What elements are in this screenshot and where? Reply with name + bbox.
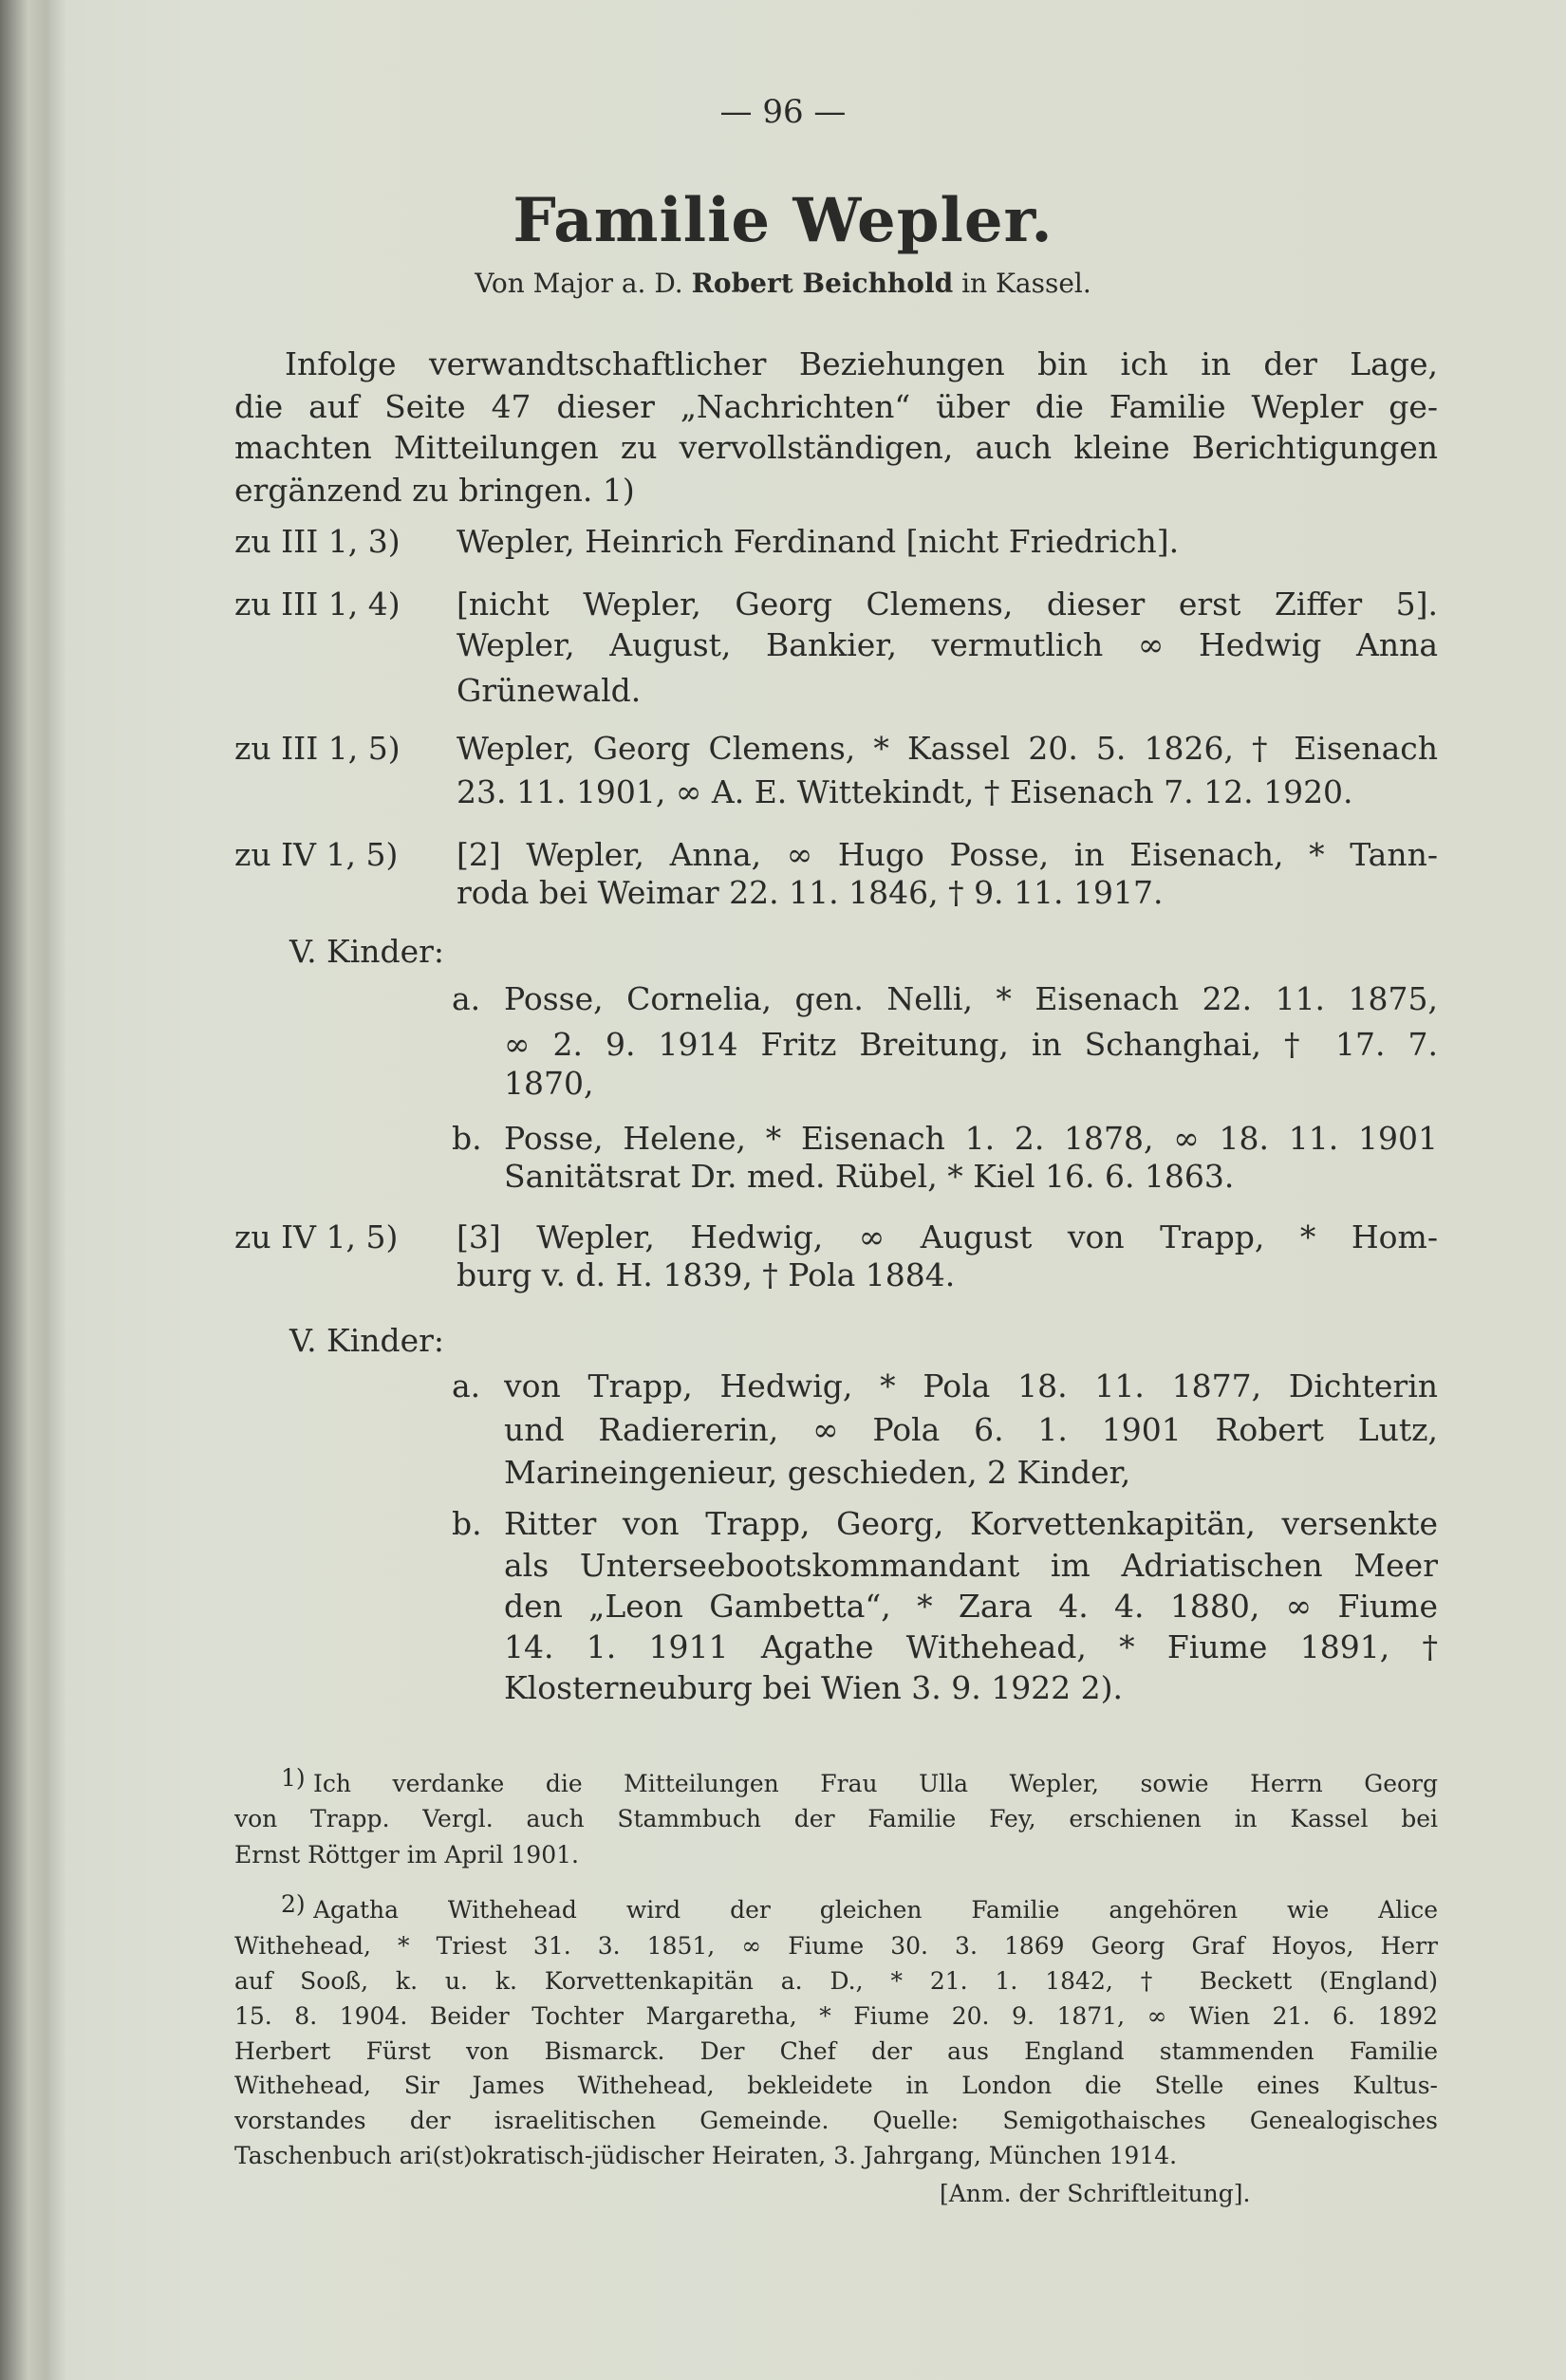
page-number: — 96 — xyxy=(719,93,847,131)
intro-line: machten Mitteilungen zu vervollständigen, auch kleine Berichtigungen xyxy=(234,429,1438,466)
entry-reference: zu IV 1, 5) xyxy=(234,1218,399,1255)
editor-note: [Anm. der Schriftleitung]. xyxy=(940,2180,1251,2207)
footnote-line: Ernst Röttger im April 1901. xyxy=(234,1841,579,1869)
child-marker: b. xyxy=(452,1120,482,1157)
child-entry-line: den „Leon Gambetta“, * Zara 4. 4. 1880, ∞ Fiume xyxy=(504,1588,1438,1625)
entry-line: burg v. d. H. 1839, † Pola 1884. xyxy=(457,1256,956,1293)
footnote-line: 15. 8. 1904. Beider Tochter Margaretha, * Fiume 20. 9. 1871, ∞ Wien 21. 6. 1892 xyxy=(234,2002,1438,2030)
byline-prefix: Von Major a. D. xyxy=(475,268,683,299)
child-entry-line: Posse, Helene, * Eisenach 1. 2. 1878, ∞ 18. 11. 1901 xyxy=(504,1120,1438,1157)
article-title: Familie Wepler. xyxy=(513,185,1053,256)
entry-line: Wepler, Heinrich Ferdinand [nicht Friedrich]. xyxy=(457,523,1180,560)
child-marker: b. xyxy=(452,1505,482,1542)
entry-line: [3] Wepler, Hedwig, ∞ August von Trapp, * Hom- xyxy=(457,1218,1438,1255)
footnote-marker: 2) xyxy=(281,1890,306,1918)
child-entry-line: ∞ 2. 9. 1914 Fritz Breitung, in Schanghai, † 17. 7. xyxy=(504,1026,1438,1063)
child-entry-line: Klosterneuburg bei Wien 3. 9. 1922 2). xyxy=(504,1669,1124,1706)
child-entry-line: als Unterseebootskommandant im Adriatischen Meer xyxy=(504,1547,1438,1584)
footnote-line: von Trapp. Vergl. auch Stammbuch der Familie Fey, erschienen in Kassel bei xyxy=(234,1805,1438,1832)
entry-line: Grünewald. xyxy=(457,672,642,709)
entry-reference: zu III 1, 4) xyxy=(234,586,401,623)
child-entry-line: 14. 1. 1911 Agathe Withehead, * Fiume 1891, † xyxy=(504,1628,1438,1665)
footnote-line: Agatha Withehead wird der gleichen Familie angehören wie Alice xyxy=(313,1896,1438,1924)
entry-line: [nicht Wepler, Georg Clemens, dieser erst Ziffer 5]. xyxy=(457,586,1438,623)
child-entry-line: 1870, xyxy=(504,1065,594,1102)
byline-suffix: in Kassel. xyxy=(961,268,1091,299)
footnote-line: Withehead, Sir James Withehead, bekleidete in London die Stelle eines Kultus- xyxy=(234,2072,1438,2099)
child-entry-line: und Radiererin, ∞ Pola 6. 1. 1901 Robert Lutz, xyxy=(504,1411,1438,1448)
entry-line: [2] Wepler, Anna, ∞ Hugo Posse, in Eisenach, * Tann- xyxy=(457,836,1438,873)
child-marker: a. xyxy=(452,980,481,1017)
child-entry-line: Marineingenieur, geschieden, 2 Kinder, xyxy=(504,1454,1131,1491)
child-entry-line: Sanitätsrat Dr. med. Rübel, * Kiel 16. 6. 1863. xyxy=(504,1158,1235,1195)
child-entry-line: Ritter von Trapp, Georg, Korvettenkapitän, versenkte xyxy=(504,1505,1438,1542)
child-entry-line: Posse, Cornelia, gen. Nelli, * Eisenach 22. 11. 1875, xyxy=(504,980,1438,1017)
footnote-marker: 1) xyxy=(281,1764,306,1792)
byline xyxy=(0,268,1566,299)
child-marker: a. xyxy=(452,1367,481,1404)
footnote-line: vorstandes der israelitischen Gemeinde. Quelle: Semigothaisches Genealogisches xyxy=(234,2107,1438,2134)
entry-reference: zu IV 1, 5) xyxy=(234,836,399,873)
entry-line: 23. 11. 1901, ∞ A. E. Wittekindt, † Eisenach 7. 12. 1920. xyxy=(457,773,1353,810)
footnote-line: Withehead, * Triest 31. 3. 1851, ∞ Fiume 30. 3. 1869 Georg Graf Hoyos, Herr xyxy=(234,1932,1438,1960)
footnote-line: Ich verdanke die Mitteilungen Frau Ulla Wepler, sowie Herrn Georg xyxy=(313,1770,1438,1797)
intro-line: Infolge verwandtschaftlicher Beziehungen bin ich in der Lage, xyxy=(285,345,1438,382)
entry-reference: zu III 1, 3) xyxy=(234,523,401,560)
entry-line: Wepler, Georg Clemens, * Kassel 20. 5. 1826, † Eisenach xyxy=(457,730,1438,767)
footnote-line: Herbert Fürst von Bismarck. Der Chef der aus England stammenden Familie xyxy=(234,2037,1438,2065)
children-heading: V. Kinder: xyxy=(289,1322,445,1359)
child-entry-line: von Trapp, Hedwig, * Pola 18. 11. 1877, Dichterin xyxy=(504,1367,1438,1404)
intro-line: ergänzend zu bringen. 1) xyxy=(234,472,635,509)
intro-line: die auf Seite 47 dieser „Nachrichten“ über die Familie Wepler ge- xyxy=(234,388,1438,425)
entry-reference: zu III 1, 5) xyxy=(234,730,401,767)
footnote-line: auf Sooß, k. u. k. Korvettenkapitän a. D., * 21. 1. 1842, † Beckett (England) xyxy=(234,1967,1438,1995)
footnote-line: Taschenbuch ari(st)okratisch-jüdischer Heiraten, 3. Jahrgang, München 1914. xyxy=(234,2142,1178,2169)
children-heading: V. Kinder: xyxy=(289,933,445,970)
byline-author: Robert Beichhold xyxy=(691,268,954,299)
entry-line: Wepler, August, Bankier, vermutlich ∞ Hedwig Anna xyxy=(457,626,1438,663)
entry-line: roda bei Weimar 22. 11. 1846, † 9. 11. 1917. xyxy=(457,874,1164,911)
